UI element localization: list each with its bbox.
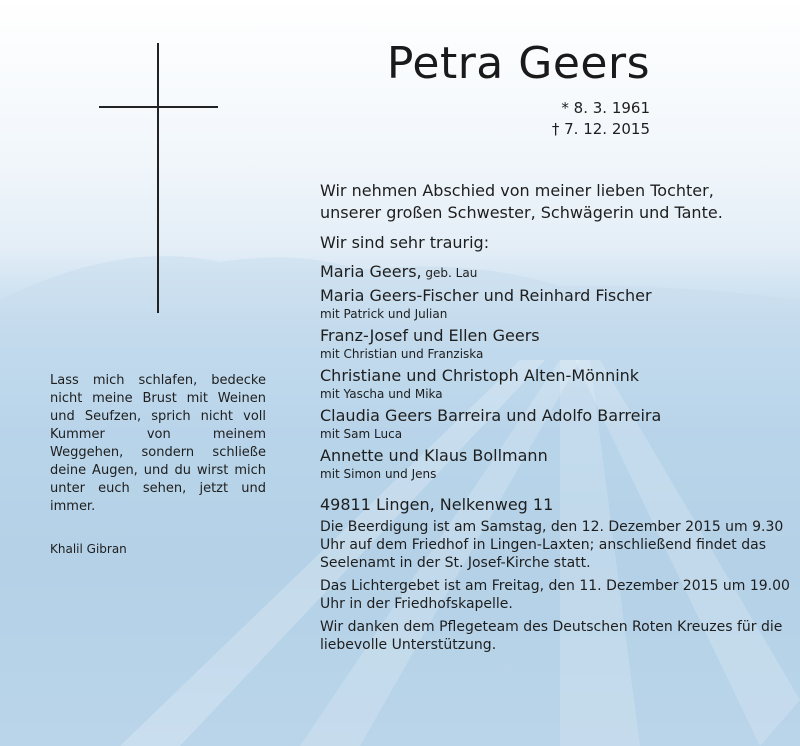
family-name: Christiane und Christoph Alten-Mönnink bbox=[320, 366, 640, 385]
cross-horizontal bbox=[99, 106, 218, 108]
family-children: mit Sam Luca bbox=[320, 427, 403, 441]
mourners-heading: Wir sind sehr traurig: bbox=[320, 233, 490, 252]
family-entry bbox=[320, 325, 790, 362]
intro-line: Wir nehmen Abschied von meiner lieben Tochter, bbox=[320, 181, 714, 200]
intro-line: unserer großen Schwester, Schwägerin und Tante. bbox=[320, 203, 723, 222]
family-name: Maria Geers-Fischer und Reinhard Fischer bbox=[320, 286, 652, 305]
prayer-info: Das Lichtergebet ist am Freitag, den 11. Dezember 2015 um 19.00 Uhr in der Friedhofskapelle. bbox=[320, 578, 790, 612]
cross-vertical bbox=[157, 43, 159, 313]
main-text bbox=[320, 180, 790, 654]
family-entry bbox=[320, 405, 790, 442]
family-entry bbox=[320, 261, 790, 282]
family-name: Claudia Geers Barreira und Adolfo Barreira bbox=[320, 406, 662, 425]
family-name: Franz-Josef und Ellen Geers bbox=[320, 326, 540, 345]
death-date: † 7. 12. 2015 bbox=[551, 120, 650, 138]
family-children: mit Christian und Franziska bbox=[320, 347, 484, 361]
family-children: mit Patrick und Julian bbox=[320, 307, 448, 321]
poem: Lass mich schlafen, bedecke nicht meine Brust mit Weinen und Seufzen, sprich nicht voll Kummer von meinem Weggehen, sondern schließe deine Augen, und du wirst mich unter euch sehen, jetzt und immer. bbox=[50, 373, 266, 514]
family-entry bbox=[320, 285, 790, 322]
deceased-name: Petra Geers bbox=[386, 38, 650, 89]
family-entry bbox=[320, 445, 790, 482]
family-name: Maria Geers, bbox=[320, 262, 422, 281]
funeral-info: Die Beerdigung ist am Samstag, den 12. Dezember 2015 um 9.30 Uhr auf dem Friedhof in Lingen-Laxten; anschließend findet das Seelenamt in der St. Josef-Kirche statt. bbox=[320, 519, 784, 571]
address: 49811 Lingen, Nelkenweg 11 bbox=[320, 495, 554, 514]
family-children: mit Simon und Jens bbox=[320, 467, 437, 481]
family-children: mit Yascha und Mika bbox=[320, 387, 443, 401]
family-entry bbox=[320, 365, 790, 402]
poem-author: Khalil Gibran bbox=[50, 542, 127, 556]
birth-date: * 8. 3. 1961 bbox=[561, 99, 650, 117]
thanks-info: Wir danken dem Pflegeteam des Deutschen Roten Kreuzes für die liebevolle Unterstützung. bbox=[320, 619, 783, 653]
family-note: geb. Lau bbox=[421, 266, 478, 280]
family-name: Annette und Klaus Bollmann bbox=[320, 446, 548, 465]
life-dates bbox=[552, 98, 650, 140]
